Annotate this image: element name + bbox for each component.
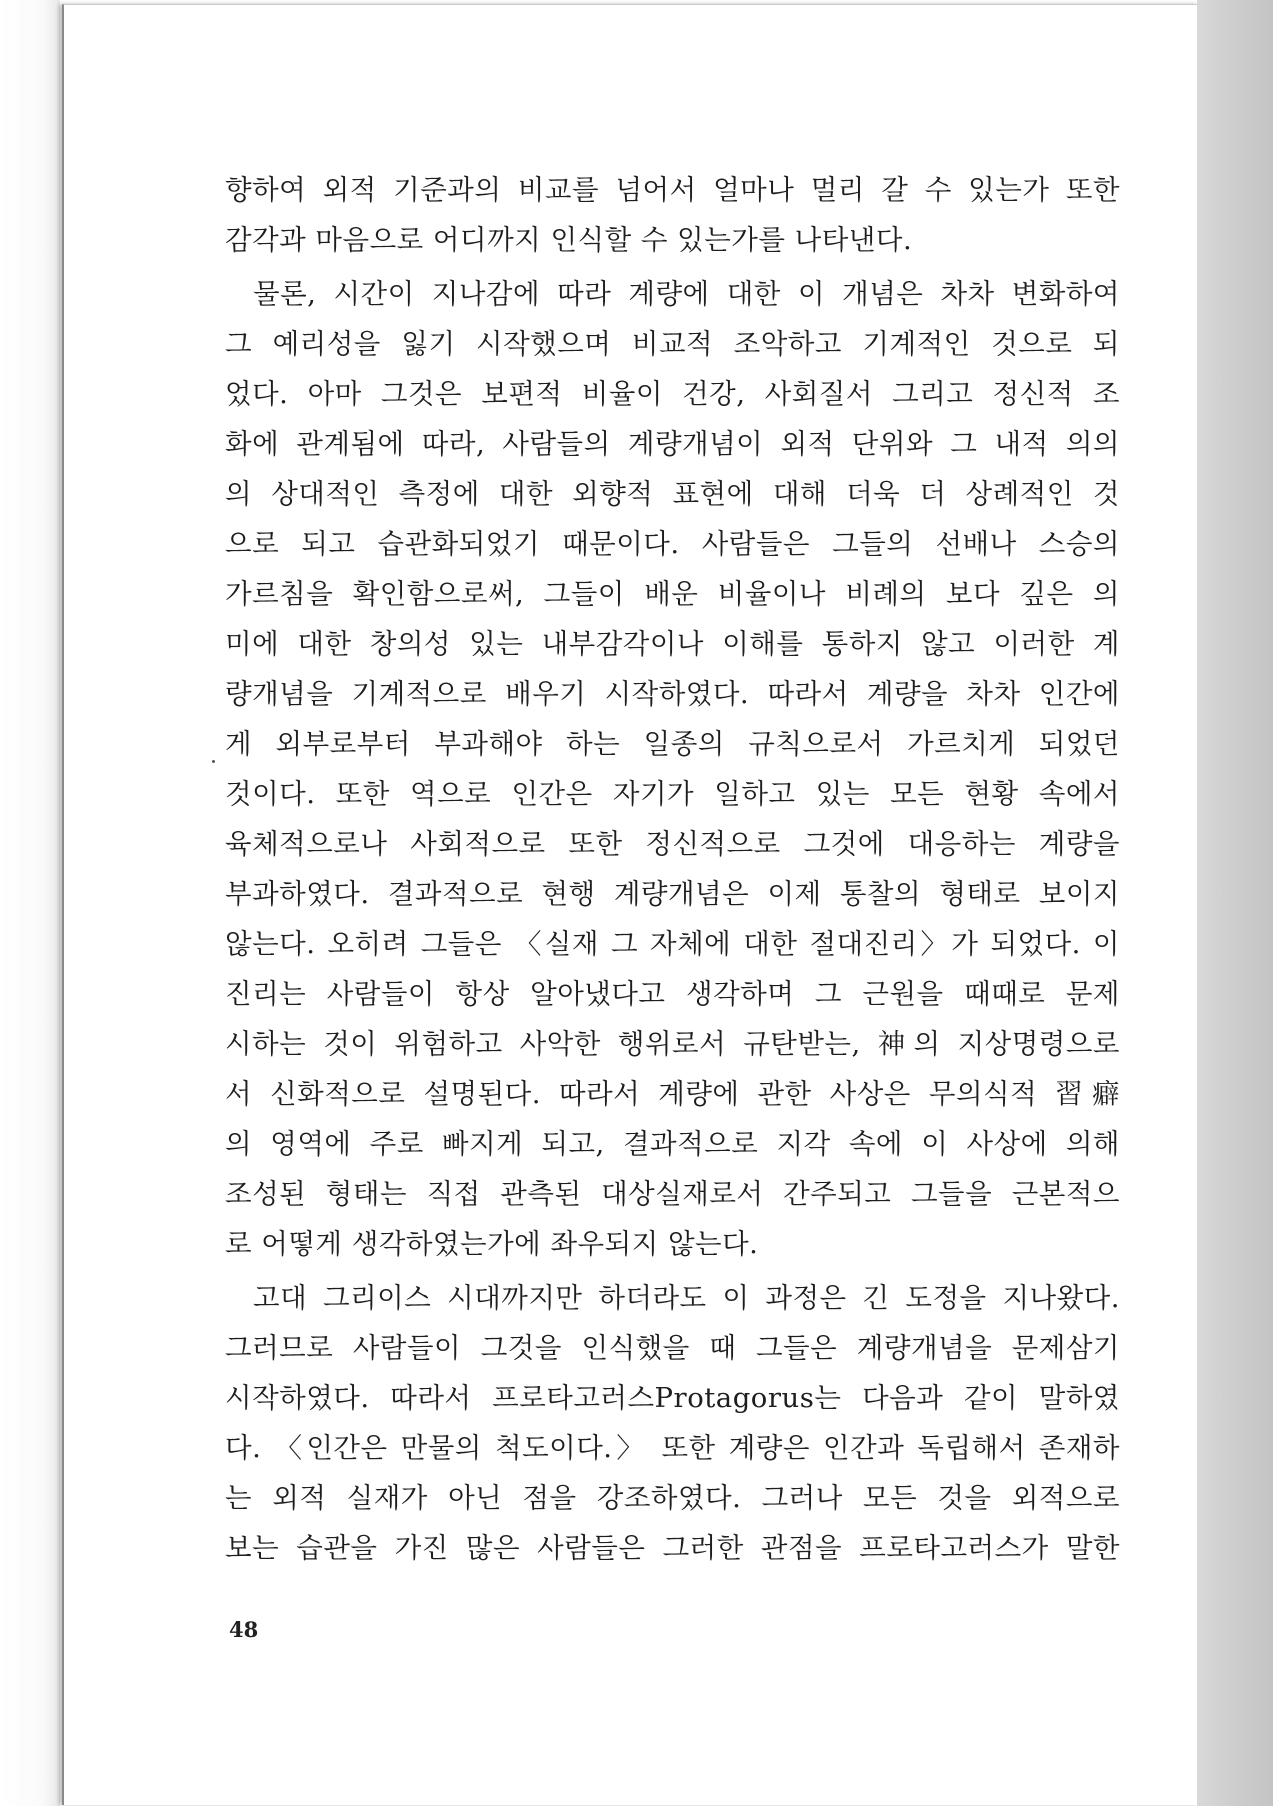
text-line: 물론, 시간이 지나감에 따라 계량에 대한 이 개념은 차차 변화하여: [253, 278, 1120, 310]
text-line: 으로 되고 습관화되었기 때문이다. 사람들은 그들의 선배나 스승의: [225, 528, 1120, 560]
text-line: 량개념을 기계적으로 배우기 시작하였다. 따라서 계량을 차차 인간에: [225, 678, 1120, 710]
text-line: 시하는 것이 위험하고 사악한 행위로서 규탄받는, 神의 지상명령으로: [225, 1028, 1120, 1060]
page-gutter: [0, 0, 60, 1806]
page-number: 48: [229, 1617, 259, 1642]
text-line: 보는 습관을 가진 많은 사람들은 그러한 관점을 프로타고러스가 말한: [225, 1532, 1120, 1564]
text-line: 다. 〈인간은 만물의 척도이다.〉 또한 계량은 인간과 독립해서 존재하: [225, 1432, 1120, 1464]
text-line: 그러므로 사람들이 그것을 인식했을 때 그들은 계량개념을 문제삼기: [225, 1332, 1120, 1364]
text-line: 감각과 마음으로 어디까지 인식할 수 있는가를 나타낸다.: [225, 224, 913, 256]
text-line: 미에 대한 창의성 있는 내부감각이나 이해를 통하지 않고 이러한 계: [225, 628, 1120, 660]
print-speck: [212, 760, 215, 763]
text-line: 고대 그리이스 시대까지만 하더라도 이 과정은 긴 도정을 지나왔다.: [253, 1282, 1120, 1314]
paragraph: [225, 165, 1120, 265]
text-line: 의 영역에 주로 빠지게 되고, 결과적으로 지각 속에 이 사상에 의해: [225, 1128, 1120, 1160]
text-line: 진리는 사람들이 항상 알아냈다고 생각하며 그 근원을 때때로 문제: [225, 978, 1120, 1010]
text-line: 화에 관계됨에 따라, 사람들의 계량개념이 외적 단위와 그 내적 의의: [225, 428, 1120, 460]
paragraph: [225, 1273, 1120, 1573]
text-line: 시작하였다. 따라서 프로타고러스Protagorus는 다음과 같이 말하였: [225, 1382, 1120, 1414]
text-line: 의 상대적인 측정에 대한 외향적 표현에 대해 더욱 더 상례적인 것: [225, 478, 1120, 510]
text-line: 는 외적 실재가 아닌 점을 강조하였다. 그러나 모든 것을 외적으로: [225, 1482, 1120, 1514]
text-line: 그 예리성을 잃기 시작했으며 비교적 조악하고 기계적인 것으로 되: [225, 328, 1120, 360]
text-line: 않는다. 오히려 그들은 〈실재 그 자체에 대한 절대진리〉가 되었다. 이: [225, 928, 1120, 960]
page-edge: [1197, 0, 1273, 1806]
text-line: 부과하였다. 결과적으로 현행 계량개념은 이제 통찰의 형태로 보이지: [225, 878, 1120, 910]
text-line: 육체적으로나 사회적으로 또한 정신적으로 그것에 대응하는 계량을: [225, 828, 1120, 860]
text-line: 로 어떻게 생각하였는가에 좌우되지 않는다.: [225, 1228, 759, 1260]
text-line: 었다. 아마 그것은 보편적 비율이 건강, 사회질서 그리고 정신적 조: [225, 378, 1120, 410]
text-line: 서 신화적으로 설명된다. 따라서 계량에 관한 사상은 무의식적 習癖: [225, 1078, 1120, 1110]
text-line: 조성된 형태는 직접 관측된 대상실재로서 간주되고 그들을 근본적으: [225, 1178, 1120, 1210]
text-line: 가르침을 확인함으로써, 그들이 배운 비율이나 비례의 보다 깊은 의: [225, 578, 1120, 610]
text-line: 게 외부로부터 부과해야 하는 일종의 규칙으로서 가르치게 되었던: [225, 728, 1120, 760]
paragraph: [225, 269, 1120, 1269]
text-line: 향하여 외적 기준과의 비교를 넘어서 얼마나 멀리 갈 수 있는가 또한: [225, 174, 1120, 206]
text-line: 것이다. 또한 역으로 인간은 자기가 일하고 있는 모든 현황 속에서: [225, 778, 1120, 810]
body-text: [225, 165, 1120, 1573]
